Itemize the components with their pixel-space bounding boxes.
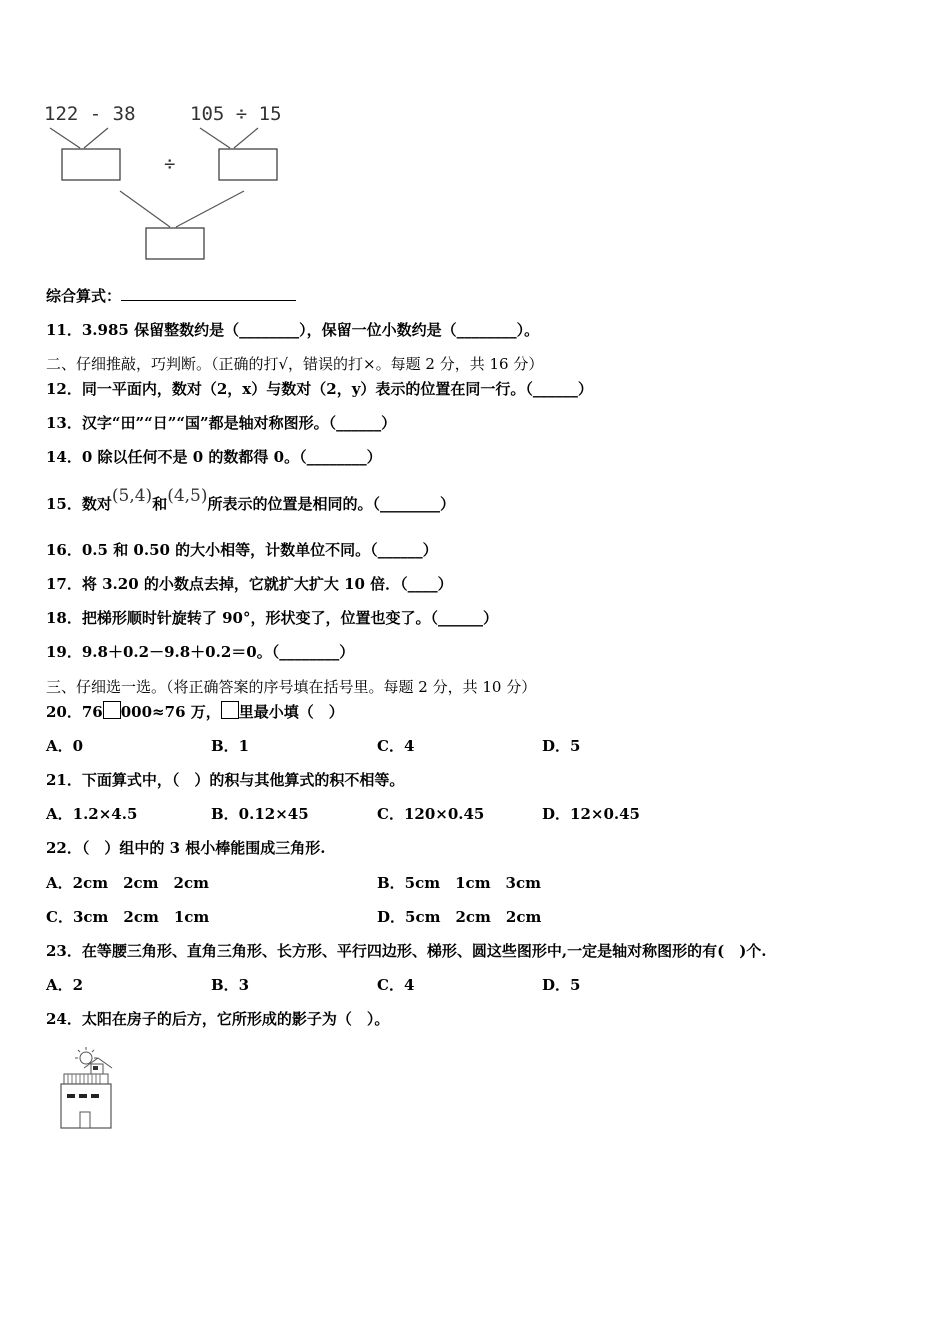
q20-part-a: 20．76: [46, 703, 103, 721]
operator-symbol: ÷: [164, 153, 176, 175]
question-23: 23．在等腰三角形、直角三角形、长方形、平行四边形、梯形、圆这些图形中,一定是轴对称图形的有( )个.: [46, 942, 767, 960]
calculation-tree-diagram: [44, 96, 304, 266]
question-20: [46, 701, 344, 722]
question-17: 17．将 3.20 的小数点去掉，它就扩大扩大 10 倍．（____）: [46, 575, 453, 593]
q20-option-d[interactable]: D．5: [542, 737, 581, 755]
question-19: 19．9.8＋0.2－9.8＋0.2＝0。（________）: [46, 643, 355, 661]
question-16: 16．0.5 和 0.50 的大小相等，计数单位不同。（______）: [46, 541, 438, 559]
question-13: 13．汉字“田”“日”“国”都是轴对称图形。（______）: [46, 414, 397, 432]
question-15: [46, 486, 456, 514]
question-21: 21．下面算式中，（ ）的积与其他算式的积不相等。: [46, 771, 405, 789]
combined-formula-blank[interactable]: [121, 286, 296, 301]
q23-option-c[interactable]: C．4: [377, 976, 415, 994]
right-answer-box[interactable]: [219, 149, 277, 180]
house-icon: [61, 1058, 112, 1128]
combined-formula-label: 综合算式：: [46, 287, 122, 305]
q21-option-b[interactable]: B．0.12×45: [211, 805, 309, 823]
house-with-sun-illustration: [56, 1046, 118, 1132]
q20-option-a[interactable]: A．0: [46, 737, 84, 755]
question-14: 14．0 除以任何不是 0 的数都得 0。（________）: [46, 448, 382, 466]
q21-option-a[interactable]: A．1.2×4.5: [46, 805, 138, 823]
combined-formula-line: [46, 286, 296, 306]
q20-option-b[interactable]: B．1: [211, 737, 250, 755]
q15-pair-2: (4,5): [167, 486, 208, 506]
left-expression: 122 - 38: [44, 103, 136, 125]
q15-pair-1: (5,4): [111, 486, 153, 506]
question-18: 18．把梯形顺时针旋转了 90°，形状变了，位置也变了。（______）: [46, 609, 498, 627]
q20-part-b: 000≈76 万，: [120, 703, 221, 721]
q20-part-c: 里最小填（ ）: [238, 703, 344, 721]
q21-option-c[interactable]: C．120×0.45: [377, 805, 485, 823]
section-3-heading: 三、仔细选一选。（将正确答案的序号填在括号里。每题 2 分，共 10 分）: [46, 678, 537, 696]
q22-option-d[interactable]: D．5cm 2cm 2cm: [377, 908, 542, 926]
q20-option-c[interactable]: C．4: [377, 737, 415, 755]
q15-prefix: 15．数对: [46, 495, 112, 513]
q22-option-b[interactable]: B．5cm 1cm 3cm: [377, 874, 542, 892]
q20-blank-square-ref: [221, 701, 239, 719]
q23-option-b[interactable]: B．3: [211, 976, 250, 994]
section-2-heading: 二、仔细推敲，巧判断。（正确的打√，错误的打×。每题 2 分，共 16 分）: [46, 355, 544, 373]
right-expression: 105 ÷ 15: [190, 103, 282, 125]
q23-option-a[interactable]: A．2: [46, 976, 84, 994]
q15-suffix: 所表示的位置是相同的。（________）: [207, 495, 456, 513]
question-22: 22．（ ）组中的 3 根小棒能围成三角形.: [46, 839, 326, 857]
question-12: 12．同一平面内，数对（2，x）与数对（2，y）表示的位置在同一行。（______）: [46, 380, 593, 398]
q21-option-d[interactable]: D．12×0.45: [542, 805, 640, 823]
q15-mid: 和: [152, 495, 168, 513]
result-answer-box[interactable]: [146, 228, 204, 259]
q23-option-d[interactable]: D．5: [542, 976, 581, 994]
question-11: 11．3.985 保留整数约是（________），保留一位小数约是（________）。: [46, 321, 540, 339]
q22-option-c[interactable]: C．3cm 2cm 1cm: [46, 908, 210, 926]
left-answer-box[interactable]: [62, 149, 120, 180]
q22-option-a[interactable]: A．2cm 2cm 2cm: [46, 874, 209, 892]
question-24: 24．太阳在房子的后方，它所形成的影子为（ ）。: [46, 1010, 390, 1028]
q20-blank-square[interactable]: [103, 701, 121, 719]
